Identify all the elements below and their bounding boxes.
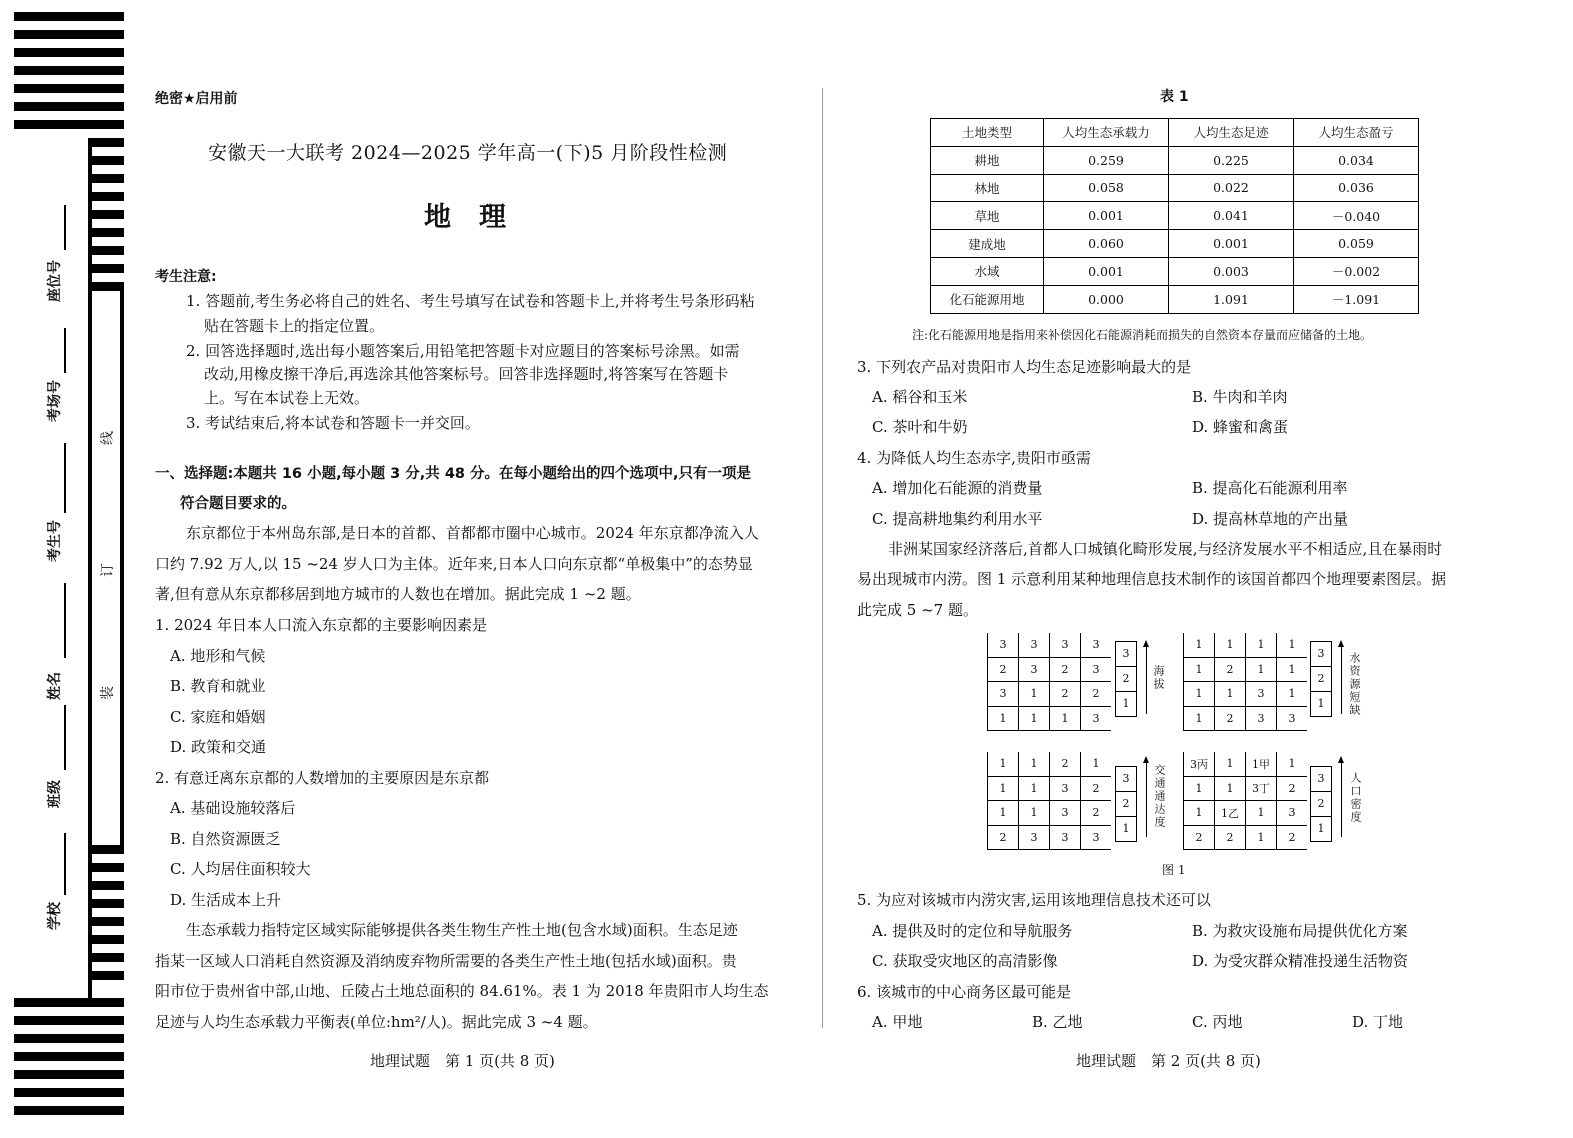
notice-line: 贴在答题卡上的指定位置。 <box>204 317 385 335</box>
legend-level: 1 <box>1122 697 1130 710</box>
grid-cell: 2 <box>1215 657 1246 682</box>
seat-label: 座位号 <box>47 260 63 302</box>
grid-cell: 2 <box>1081 801 1112 826</box>
grid-cell: 1 <box>1184 682 1215 707</box>
table-header-cell: 土地类型 <box>931 119 1044 147</box>
passage-line: 指某一区域人口消耗自然资源及消纳废弃物所需要的各类生产性土地(包括水域)面积。贵 <box>155 952 737 970</box>
grid-cell: 1 <box>1215 633 1246 657</box>
layer-label-population: 人口密度 <box>1349 772 1362 824</box>
table-cell: 0.041 <box>1169 202 1294 230</box>
grid-cell: 1 <box>1184 801 1215 826</box>
legend-level: 2 <box>1311 667 1331 692</box>
grid-cell: 3 <box>1050 776 1081 801</box>
table-cell: 0.001 <box>1169 230 1294 258</box>
q1-stem: 1. 2024 年日本人口流入东京都的主要影响因素是 <box>155 616 488 634</box>
class-label: 班级 <box>47 780 63 808</box>
table-cell: 耕地 <box>931 146 1044 174</box>
grid-cell: 1 <box>988 801 1019 826</box>
table-row <box>931 285 1419 313</box>
grid-water-shortage <box>1183 633 1307 731</box>
table-cell: 草地 <box>931 202 1044 230</box>
grid-cell: 1 <box>1246 801 1277 826</box>
grid-cell: 1 <box>1184 776 1215 801</box>
legend-transport <box>1115 766 1137 842</box>
table-caption: 表 1 <box>1160 89 1189 105</box>
figure-caption: 图 1 <box>1162 863 1186 877</box>
bind-line-char: 线 <box>100 431 116 445</box>
grid-cell: 2 <box>1215 825 1246 850</box>
arrow-up-icon <box>1341 762 1342 837</box>
q4-option-d[interactable]: D. 提高林草地的产出量 <box>1192 510 1349 528</box>
table-cell: －0.002 <box>1294 257 1419 285</box>
page-divider <box>822 88 823 1028</box>
passage-line: 著,但有意从东京都移居到地方城市的人数也在增加。据此完成 1 ~2 题。 <box>155 585 641 603</box>
grid-cell: 1 <box>1246 825 1277 850</box>
seat-blank[interactable] <box>64 205 66 250</box>
grid-cell: 3 <box>1081 633 1112 657</box>
grid-cell: 1 <box>1277 657 1308 682</box>
grid-cell: 2 <box>1081 682 1112 707</box>
grid-cell: 1 <box>1277 682 1308 707</box>
q6-option-a[interactable]: A. 甲地 <box>872 1013 923 1031</box>
notice-line: 3. 考试结束后,将本试卷和答题卡一并交回。 <box>186 414 480 432</box>
legend-level: 3 <box>1311 642 1331 667</box>
notice-line: 改动,用橡皮擦干净后,再选涂其他答案标号。回答非选择题时,将答案写在答题卡 <box>204 365 729 383</box>
grid-cell: 1 <box>1184 657 1215 682</box>
q6-option-d[interactable]: D. 丁地 <box>1352 1013 1404 1031</box>
q3-option-c[interactable]: C. 茶叶和牛奶 <box>872 418 968 436</box>
notice-line: 2. 回答选择题时,选出每小题答案后,用铅笔把答题卡对应题目的答案标号涂黑。如需 <box>186 342 740 360</box>
notice-heading: 考生注意: <box>155 269 217 285</box>
section-heading: 一、选择题:本题共 16 小题,每小题 3 分,共 48 分。在每小题给出的四个选项中,只有一项是 <box>155 466 752 482</box>
legend-water <box>1310 641 1332 717</box>
grid-cell: 3 <box>1081 825 1112 850</box>
q6-option-c[interactable]: C. 丙地 <box>1192 1013 1243 1031</box>
secret-mark: 绝密★启用前 <box>155 91 238 107</box>
table-cell: 0.036 <box>1294 174 1419 202</box>
grid-cell: 3 <box>1050 801 1081 826</box>
grid-cell: 2 <box>988 657 1019 682</box>
footer-left: 地理试题 第 1 页(共 8 页) <box>370 1052 555 1070</box>
passage-line: 足迹与人均生态承载力平衡表(单位:hm²/人)。据此完成 3 ~4 题。 <box>155 1013 598 1031</box>
table-cell: 0.259 <box>1044 146 1169 174</box>
footer-right: 地理试题 第 2 页(共 8 页) <box>1076 1052 1261 1070</box>
legend-population <box>1310 766 1332 842</box>
grid-cell: 3 <box>1050 633 1081 657</box>
bind-zhuang-char: 装 <box>100 686 116 700</box>
exam-no-label: 考生号 <box>47 520 63 562</box>
grid-elevation <box>987 633 1111 731</box>
table-cell: 0.060 <box>1044 230 1169 258</box>
passage-line: 生态承载力指特定区域实际能够提供各类生物生产性土地(包含水域)面积。生态足迹 <box>186 921 738 939</box>
arrow-up-icon <box>1146 646 1147 714</box>
q2-option-c[interactable]: C. 人均居住面积较大 <box>170 860 311 878</box>
q6-stem: 6. 该城市的中心商务区最可能是 <box>857 983 1072 1001</box>
passage-line: 阳市位于贵州省中部,山地、丘陵占土地总面积的 84.61%。表 1 为 2018 年贵阳市人均生态 <box>155 982 769 1000</box>
legend-level: 1 <box>1317 697 1325 710</box>
grid-cell: 3 <box>1081 657 1112 682</box>
grid-cell: 2 <box>1277 776 1308 801</box>
exam-no-blank[interactable] <box>64 443 66 513</box>
table-cell: 0.034 <box>1294 146 1419 174</box>
grid-cell: 3 <box>1050 825 1081 850</box>
grid-cell: 3 <box>1246 706 1277 731</box>
q1-option-a[interactable]: A. 地形和气候 <box>170 647 266 665</box>
table-header-cell: 人均生态承载力 <box>1044 119 1169 147</box>
school-label: 学校 <box>47 902 63 930</box>
table-1 <box>930 118 1419 314</box>
name-label: 姓名 <box>47 672 63 700</box>
table-cell: 0.001 <box>1044 202 1169 230</box>
subject-title: 地理 <box>424 202 534 233</box>
grid-cell: 3 <box>1277 801 1308 826</box>
legend-level: 1 <box>1122 822 1130 835</box>
grid-cell: 1 <box>988 776 1019 801</box>
legend-level: 2 <box>1311 792 1331 817</box>
table-cell: 0.000 <box>1044 285 1169 313</box>
q5-option-d[interactable]: D. 为受灾群众精准投递生活物资 <box>1192 952 1409 970</box>
table-cell: 建成地 <box>931 230 1044 258</box>
passage-line: 非洲某国家经济落后,首都人口城镇化畸形发展,与经济发展水平不相适应,且在暴雨时 <box>888 540 1443 558</box>
grid-cell: 3 <box>1019 633 1050 657</box>
table-row <box>931 202 1419 230</box>
class-blank[interactable] <box>64 705 66 770</box>
section-heading-cont: 符合题目要求的。 <box>180 496 296 512</box>
exam-title: 安徽天一大联考 2024—2025 学年高一(下)5 月阶段性检测 <box>208 142 728 164</box>
q1-option-c[interactable]: C. 家庭和婚姻 <box>170 708 266 726</box>
q4-option-a[interactable]: A. 增加化石能源的消费量 <box>872 479 1043 497</box>
table-cell: 0.022 <box>1169 174 1294 202</box>
grid-cell: 1 <box>1019 752 1050 776</box>
passage-line: 此完成 5 ~7 题。 <box>857 601 978 619</box>
table-cell: 0.058 <box>1044 174 1169 202</box>
grid-cell: 1 <box>1019 776 1050 801</box>
q2-option-d[interactable]: D. 生活成本上升 <box>170 891 282 909</box>
table-row <box>931 257 1419 285</box>
grid-cell: 2 <box>1050 657 1081 682</box>
legend-level: 2 <box>1116 667 1136 692</box>
grid-cell: 1甲 <box>1246 752 1277 776</box>
grid-cell: 2 <box>1050 682 1081 707</box>
table-cell: 0.225 <box>1169 146 1294 174</box>
legend-level: 2 <box>1116 792 1136 817</box>
grid-cell: 2 <box>1184 825 1215 850</box>
grid-cell: 1 <box>1215 776 1246 801</box>
room-label: 考场号 <box>47 380 63 422</box>
table-row <box>931 230 1419 258</box>
q2-option-a[interactable]: A. 基础设施较落后 <box>170 799 296 817</box>
q2-option-b[interactable]: B. 自然资源匮乏 <box>170 830 281 848</box>
legend-level: 3 <box>1116 642 1136 667</box>
grid-cell: 3 <box>1277 706 1308 731</box>
grid-cell: 1 <box>1215 682 1246 707</box>
grid-cell: 1 <box>1081 752 1112 776</box>
grid-cell: 1 <box>1246 657 1277 682</box>
table-cell: 0.003 <box>1169 257 1294 285</box>
table-header-cell: 人均生态盈亏 <box>1294 119 1419 147</box>
grid-cell: 1 <box>988 706 1019 731</box>
grid-cell: 3 <box>988 633 1019 657</box>
table-cell: －1.091 <box>1294 285 1419 313</box>
grid-cell: 2 <box>1081 776 1112 801</box>
grid-cell: 3丁 <box>1246 776 1277 801</box>
q5-option-a[interactable]: A. 提供及时的定位和导航服务 <box>872 922 1073 940</box>
q2-stem: 2. 有意迁离东京都的人数增加的主要原因是东京都 <box>155 769 490 787</box>
table-cell: 水域 <box>931 257 1044 285</box>
passage-line: 东京都位于本州岛东部,是日本的首都、首都都市圈中心城市。2024 年东京都净流入人 <box>186 524 759 542</box>
grid-cell: 1乙 <box>1215 801 1246 826</box>
table-header-cell: 人均生态足迹 <box>1169 119 1294 147</box>
name-blank[interactable] <box>64 583 66 658</box>
bind-ding-char: 订 <box>100 563 116 577</box>
q5-stem: 5. 为应对该城市内涝灾害,运用该地理信息技术还可以 <box>857 891 1211 909</box>
passage-line: 口约 7.92 万人,以 15 ~24 岁人口为主体。近年来,日本人口向东京都“单极集中”的态势显 <box>155 555 753 573</box>
q3-option-d[interactable]: D. 蜂蜜和禽蛋 <box>1192 418 1289 436</box>
grid-cell: 3 <box>1081 706 1112 731</box>
q3-option-a[interactable]: A. 稻谷和玉米 <box>872 388 968 406</box>
grid-cell: 3 <box>1019 825 1050 850</box>
grid-cell: 1 <box>1184 633 1215 657</box>
table-row <box>931 174 1419 202</box>
grid-cell: 1 <box>1277 752 1308 776</box>
grid-cell: 3 <box>1246 682 1277 707</box>
room-blank[interactable] <box>64 328 66 373</box>
table-cell: 1.091 <box>1169 285 1294 313</box>
grid-cell: 1 <box>1019 682 1050 707</box>
grid-cell: 2 <box>1215 706 1246 731</box>
q6-option-b[interactable]: B. 乙地 <box>1032 1013 1083 1031</box>
table-cell: 林地 <box>931 174 1044 202</box>
table-cell: 化石能源用地 <box>931 285 1044 313</box>
legend-level: 1 <box>1317 822 1325 835</box>
q4-option-c[interactable]: C. 提高耕地集约利用水平 <box>872 510 1043 528</box>
table-cell: －0.040 <box>1294 202 1419 230</box>
passage-line: 易出现城市内涝。图 1 示意利用某种地理信息技术制作的该国首都四个地理要素图层。据 <box>857 570 1447 588</box>
notice-line: 1. 答题前,考生务必将自己的姓名、考生号填写在试卷和答题卡上,并将考生号条形码粘 <box>186 292 755 310</box>
legend-level: 3 <box>1116 767 1136 792</box>
layer-label-water: 水资源短缺 <box>1348 652 1361 717</box>
table-cell: 0.059 <box>1294 230 1419 258</box>
q1-option-d[interactable]: D. 政策和交通 <box>170 738 267 756</box>
q3-option-b[interactable]: B. 牛肉和羊肉 <box>1192 388 1288 406</box>
q1-option-b[interactable]: B. 教育和就业 <box>170 677 266 695</box>
grid-cell: 2 <box>1050 752 1081 776</box>
layer-label-elevation: 海拔 <box>1152 665 1165 691</box>
legend-elevation <box>1115 641 1137 717</box>
q5-option-b[interactable]: B. 为救灾设施布局提供优化方案 <box>1192 922 1408 940</box>
grid-cell: 1 <box>1277 633 1308 657</box>
q4-stem: 4. 为降低人均生态赤字,贵阳市亟需 <box>857 449 1091 467</box>
arrow-up-icon <box>1146 762 1147 837</box>
layer-label-transport: 交通通达度 <box>1153 764 1166 829</box>
table-cell: 0.001 <box>1044 257 1169 285</box>
q4-option-b[interactable]: B. 提高化石能源利用率 <box>1192 479 1348 497</box>
q5-option-c[interactable]: C. 获取受灾地区的高清影像 <box>872 952 1058 970</box>
legend-level: 3 <box>1311 767 1331 792</box>
grid-cell: 1 <box>1050 706 1081 731</box>
table-header-row <box>931 119 1419 147</box>
grid-population <box>1183 752 1307 850</box>
arrow-up-icon <box>1341 646 1342 714</box>
grid-cell: 3 <box>1019 657 1050 682</box>
grid-cell: 2 <box>1277 825 1308 850</box>
table-note: 注:化石能源用地是指用来补偿因化石能源消耗而损失的自然资本存量而应储备的土地。 <box>912 328 1373 342</box>
grid-cell: 1 <box>1184 706 1215 731</box>
grid-cell: 1 <box>988 752 1019 776</box>
grid-cell: 1 <box>1019 801 1050 826</box>
grid-transport <box>987 752 1111 850</box>
grid-cell: 1 <box>1215 752 1246 776</box>
grid-cell: 1 <box>1019 706 1050 731</box>
table-row <box>931 146 1419 174</box>
grid-cell: 3丙 <box>1184 752 1215 776</box>
school-blank[interactable] <box>64 833 66 895</box>
grid-cell: 2 <box>988 825 1019 850</box>
q3-stem: 3. 下列农产品对贵阳市人均生态足迹影响最大的是 <box>857 358 1192 376</box>
notice-line: 上。写在本试卷上无效。 <box>204 389 370 407</box>
grid-cell: 3 <box>988 682 1019 707</box>
grid-cell: 1 <box>1246 633 1277 657</box>
